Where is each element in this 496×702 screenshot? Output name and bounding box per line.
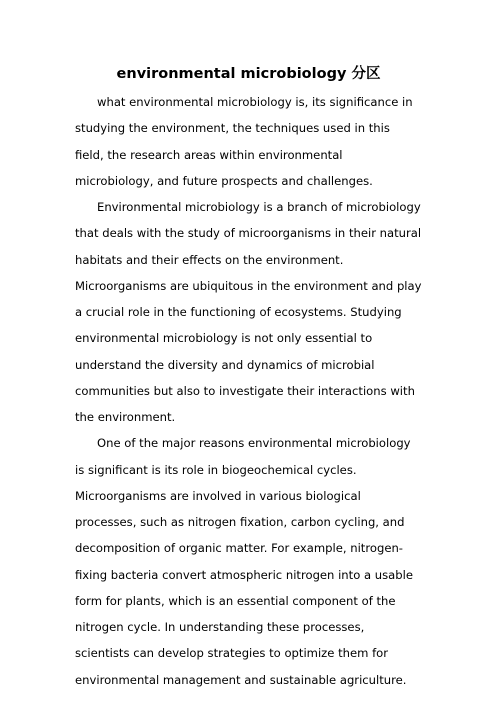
paragraph-biogeochemical-cycles: One of the major reasons environmental microbiology is significant is its role in biogeochemical cycles. Microorganisms are involved in various biological processes, such as nitrogen fixation, carbon cycling, and decomposition of organic matter. For example, nitrogen-fixing bacteria convert atmospheric nitrogen into a usable form for plants, which is an essential component of the nitrogen cycle. In understanding these processes, scientists can develop strategies to optimize them for environmental management and sustainable agriculture.: [75, 436, 413, 687]
paragraph-intro: what environmental microbiology is, its significance in studying the environment, the techniques used in this field, the research areas within environmental microbiology, and future prospects and challenges.: [75, 95, 413, 188]
paragraph-definition: Environmental microbiology is a branch of microbiology that deals with the study of microorganisms in their natural habitats and their effects on the environment. Microorganisms are ubiquitous in the environment and play a crucial role in the functioning of ecosystems. Studying environmental microbiology is not only essential to understand the diversity and dynamics of microbial communities but also to investigate their interactions with the environment.: [75, 200, 422, 424]
document-page: [75, 62, 422, 693]
document-title: environmental microbiology 分区: [116, 66, 381, 82]
